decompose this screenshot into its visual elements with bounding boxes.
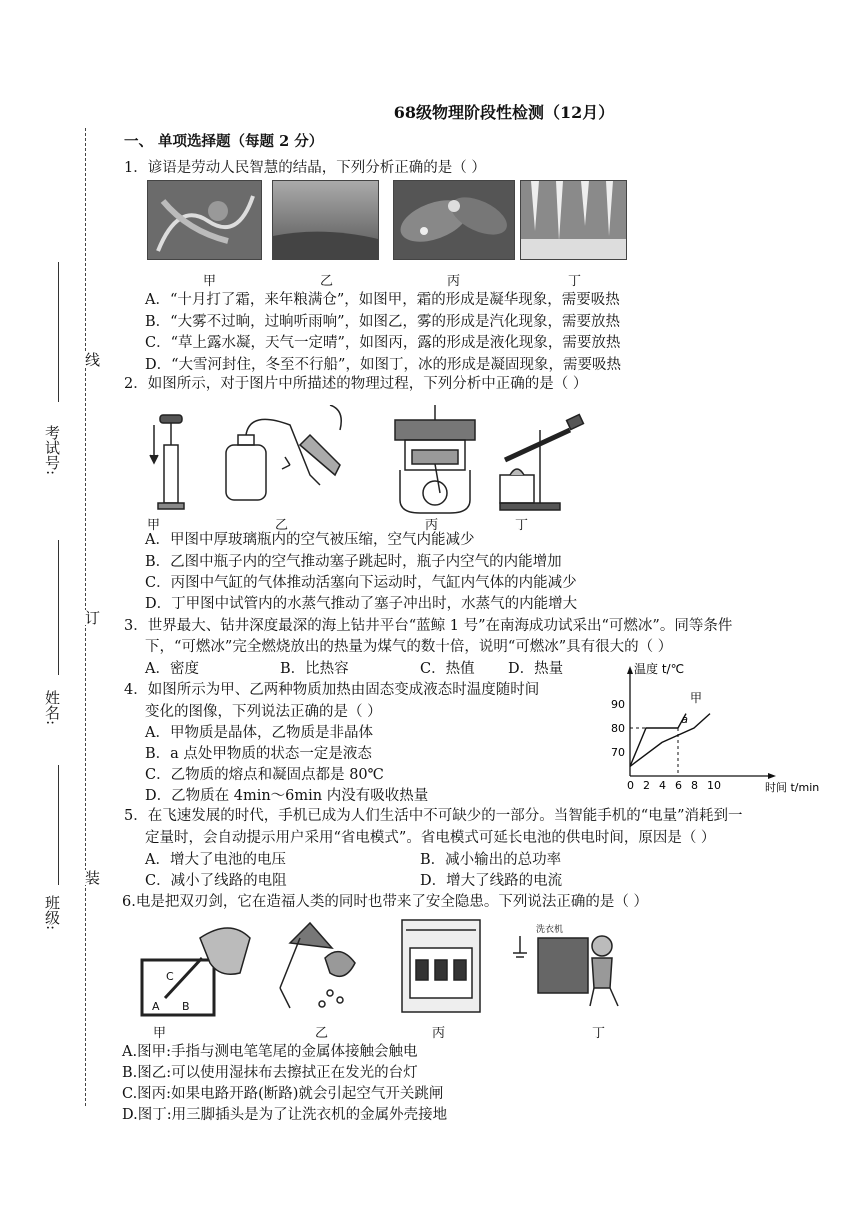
q4-option-a: A．甲物质是晶体，乙物质是非晶体 <box>145 725 373 741</box>
q3-option-c: C．热值 <box>420 661 475 677</box>
q5-line1: 5．在飞速发展的时代，手机已成为人们生活中不可缺少的一部分。当智能手机的“电量”消耗到一 <box>124 808 743 824</box>
q6-option-a: A.图甲:手指与测电笔笔尾的金属体接触会触电 <box>122 1044 418 1060</box>
q3-option-d: D．热量 <box>508 661 564 677</box>
class-label: 班级: <box>43 895 61 931</box>
q6-tester-b: B <box>182 1000 190 1013</box>
point-a-label: a <box>681 713 688 727</box>
q1-caption-ding: 丁 <box>568 274 582 289</box>
q2-option-d: D．丁甲图中试管内的水蒸气推动了塞子冲出时，水蒸气的内能增大 <box>145 596 578 612</box>
q6-fig-bing-breaker <box>402 920 480 1012</box>
q2-fig-ding-testtube <box>500 415 583 510</box>
q1-photo-dew <box>393 180 515 260</box>
q6-tester-c: C <box>166 970 174 983</box>
q3-option-a: A．密度 <box>145 661 199 677</box>
q3-option-b: B．比热容 <box>280 661 349 677</box>
q3-line2: 下，“可燃冰”完全燃烧放出的热量为煤气的数十倍，说明“可燃冰”具有很大的（ ） <box>145 639 673 655</box>
q6-fig-jia-tester <box>142 928 250 1015</box>
q6-option-d: D.图丁:用三脚插头是为了让洗衣机的金属外壳接地 <box>122 1107 448 1123</box>
q2-caption-ding: 丁 <box>515 518 529 533</box>
q1-photo-ice <box>520 180 627 260</box>
q2-fig-bing-engine <box>395 405 475 513</box>
q6-caption-jia: 甲 <box>153 1026 167 1041</box>
q2-figures <box>140 405 640 517</box>
q6-fig-ding-washer <box>513 923 618 1006</box>
q1-option-a: A．“十月打了霜，来年粮满仓”，如图甲，霜的形成是凝华现象，需要吸热 <box>145 292 620 308</box>
q1-photo-frost <box>147 180 262 260</box>
q4-option-b: B．a 点处甲物质的状态一定是液态 <box>145 746 372 762</box>
q4-line2: 变化的图像，下列说法正确的是（ ） <box>145 704 382 720</box>
series-line-1 <box>630 714 710 767</box>
q2-fig-jia-pump <box>150 415 184 509</box>
q1-option-b: B．“大雾不过晌，过晌听雨响”，如图乙，雾的形成是汽化现象，需要放热 <box>145 314 620 330</box>
q1-caption-bing: 丙 <box>447 274 461 289</box>
q5-option-b: B．减小输出的总功率 <box>420 852 562 868</box>
q6-fig-yi-lamp <box>280 923 355 1008</box>
q2-stem: 2．如图所示，对于图片中所描述的物理过程，下列分析中正确的是（ ） <box>124 376 588 392</box>
name-label: 姓名: <box>43 690 61 726</box>
q1-option-c: C．“草上露水凝，天气一定晴”，如图丙，露的形成是液化现象，需要放热 <box>145 335 621 351</box>
exam-number-blank <box>58 262 59 402</box>
margin-ding: 订 <box>83 610 101 625</box>
q4-temperature-chart <box>600 658 830 798</box>
y-tick-label: 70 <box>611 746 625 759</box>
class-blank <box>58 765 59 885</box>
q2-option-a: A．甲图中厚玻璃瓶内的空气被压缩，空气内能减少 <box>145 532 475 548</box>
q2-caption-bing: 丙 <box>425 518 439 533</box>
q6-option-c: C.图丙:如果电路开路(断路)就会引起空气开关跳闸 <box>122 1086 444 1102</box>
q6-caption-yi: 乙 <box>315 1026 329 1041</box>
q1-caption-yi: 乙 <box>320 274 334 289</box>
exam-number-label: 考试号: <box>43 425 61 476</box>
y-tick-label: 90 <box>611 698 625 711</box>
name-blank <box>58 540 59 675</box>
x-tick-label: 10 <box>707 779 721 792</box>
q5-option-d: D．增大了线路的电流 <box>420 873 563 889</box>
margin-zhuang: 装 <box>83 870 101 885</box>
q3-line1: 3．世界最大、钻井深度最深的海上钻井平台“蓝鲸 1 号”在南海成功试采出“可燃冰”。同等条件 <box>124 618 733 634</box>
q4-option-d: D．乙物质在 4min～6min 内没有吸收热量 <box>145 788 429 804</box>
q1-stem: 1．谚语是劳动人民智慧的结晶，下列分析正确的是（ ） <box>124 160 486 176</box>
section-heading: 一、 单项选择题（每题 2 分） <box>124 133 324 150</box>
q5-option-c: C．减小了线路的电阻 <box>145 873 287 889</box>
y-axis-arrow <box>627 666 633 674</box>
q6-caption-bing: 丙 <box>432 1026 446 1041</box>
q5-option-a: A．增大了电池的电压 <box>145 852 286 868</box>
series-label-jia: 甲 <box>690 691 703 705</box>
q4-line1: 4．如图所示为甲、乙两种物质加热由固态变成液态时温度随时间 <box>124 682 540 698</box>
x-tick-label: 2 <box>643 779 650 792</box>
x-tick-label: 8 <box>691 779 698 792</box>
x-tick-label: 4 <box>659 779 666 792</box>
x-tick-label: 6 <box>675 779 682 792</box>
q4-option-c: C．乙物质的熔点和凝固点都是 80℃ <box>145 767 384 783</box>
q2-caption-jia: 甲 <box>147 518 161 533</box>
y-axis-label: 温度 t/℃ <box>634 662 685 676</box>
q1-photo-fog <box>272 180 379 260</box>
y-tick-label: 80 <box>611 722 625 735</box>
q1-caption-jia: 甲 <box>203 274 217 289</box>
x-tick-label: 0 <box>627 779 634 792</box>
q6-option-b: B.图乙:可以使用湿抹布去擦拭正在发光的台灯 <box>122 1065 418 1081</box>
q6-washer-label: 洗衣机 <box>536 925 564 935</box>
q1-option-d: D．“大雪河封住，冬至不行船”，如图丁，冰的形成是凝固现象，需要吸热 <box>145 357 621 373</box>
q2-option-b: B．乙图中瓶子内的空气推动塞子跳起时，瓶子内空气的内能增加 <box>145 554 562 570</box>
q6-tester-a: A <box>152 1000 160 1013</box>
q6-stem: 6.电是把双刃剑，它在造福人类的同时也带来了安全隐患。下列说法正确的是（ ） <box>122 894 648 910</box>
q2-option-c: C．丙图中气缸的气体推动活塞向下运动时，气缸内气体的内能减少 <box>145 575 577 591</box>
q2-caption-yi: 乙 <box>275 518 289 533</box>
q5-line2: 定量时，会自动提示用户采用“省电模式”。省电模式可延长电池的供电时间，原因是（ ） <box>145 830 716 846</box>
q6-figures <box>140 918 640 1018</box>
q6-caption-ding: 丁 <box>592 1026 606 1041</box>
margin-xian: 线 <box>83 352 101 367</box>
x-axis-arrow <box>768 773 776 779</box>
x-axis-label: 时间 t/min <box>765 781 820 794</box>
page-title: 68级物理阶段性检测（12月） <box>393 103 615 122</box>
q2-fig-yi-bottle <box>226 405 341 500</box>
